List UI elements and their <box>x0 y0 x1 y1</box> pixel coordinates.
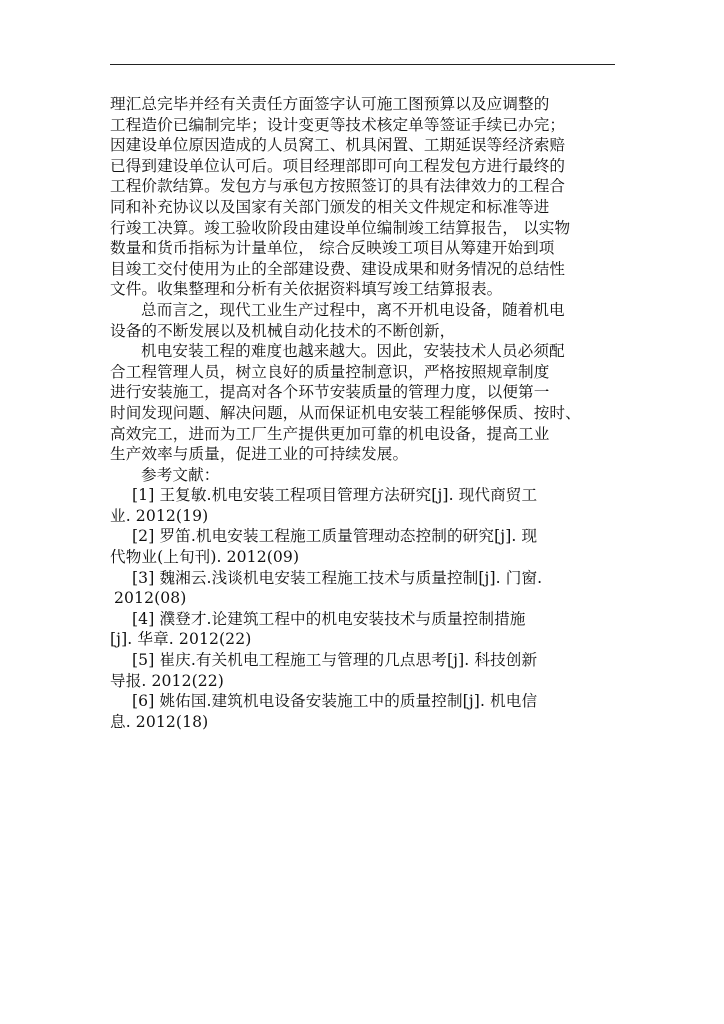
reference-item <box>110 609 618 650</box>
body-line: 生产效率与质量，促进工业的可持续发展。 <box>110 445 409 464</box>
body-line: 同和补充协议以及国家有关部门颁发的相关文件规定和标准等进 <box>110 197 550 216</box>
conclusion-paragraph <box>110 300 618 341</box>
reference-list <box>110 485 618 732</box>
reference-line: [6] 姚佑国.建筑机电设备安装施工中的质量控制[j]. 机电信 <box>132 692 538 711</box>
body-line: 机电安装工程的难度也越来越大。因此，安装技术人员必须配 <box>141 342 565 361</box>
body-line: 合工程管理人员，树立良好的质量控制意识，严格按照规章制度 <box>110 362 550 381</box>
body-line: 目竣工交付使用为止的全部建设费、建设成果和财务情况的总结性 <box>110 259 566 278</box>
settlement-paragraph <box>110 94 618 300</box>
header-rule <box>110 64 615 65</box>
reference-item <box>110 650 618 691</box>
reference-line: 2012(08) <box>114 589 187 608</box>
document-body <box>110 94 618 732</box>
reference-item <box>110 568 618 609</box>
body-line: 工程造价已编制完毕；设计变更等技术核定单等签证手续已办完； <box>110 115 566 134</box>
reference-line: [2] 罗笛.机电安装工程施工质量管理动态控制的研究[j]. 现 <box>132 527 538 546</box>
reference-item <box>110 485 618 526</box>
difficulty-paragraph <box>110 341 618 465</box>
reference-line: 代物业(上旬刊). 2012(09) <box>110 548 300 567</box>
body-line: 理汇总完毕并经有关责任方面签字认可施工图预算以及应调整的 <box>110 95 550 113</box>
body-line: 总而言之，现代工业生产过程中，离不开机电设备，随着机电 <box>141 300 565 319</box>
reference-line: [5] 崔庆.有关机电工程施工与管理的几点思考[j]. 科技创新 <box>132 651 538 670</box>
references-heading: 参考文献： <box>141 465 220 484</box>
reference-line: [1] 王复敏.机电安装工程项目管理方法研究[j]. 现代商贸工 <box>132 486 538 505</box>
reference-line: [4] 濮登才.论建筑工程中的机电安装技术与质量控制措施 <box>132 609 526 628</box>
body-line: 已得到建设单位认可后。项目经理部即可向工程发包方进行最终的 <box>110 156 566 175</box>
reference-line: 业. 2012(19) <box>110 506 209 525</box>
body-line: 高效完工，进而为工厂生产提供更加可靠的机电设备，提高工业 <box>110 424 550 443</box>
body-line: 文件。收集整理和分析有关依据资料填写竣工结算报表。 <box>110 280 503 299</box>
reference-item <box>110 691 618 732</box>
body-line: 时间发现问题、解决问题，从而保证机电安装工程能够保质、按时、 <box>110 403 581 422</box>
body-line: 行竣工决算。竣工验收阶段由建设单位编制竣工结算报告， 以实物 <box>110 218 571 237</box>
body-line: 进行安装施工，提高对各个环节安装质量的管理力度，以便第一 <box>110 383 550 402</box>
reference-line: [3] 魏湘云.浅谈机电安装工程施工技术与质量控制[j]. 门窗. <box>132 568 543 587</box>
body-line: 因建设单位原因造成的人员窝工、机具闲置、工期延误等经济索赔 <box>110 136 566 155</box>
reference-line: 导报. 2012(22) <box>110 671 224 690</box>
body-line: 工程价款结算。发包方与承包方按照签订的具有法律效力的工程合 <box>110 177 566 196</box>
reference-item <box>110 526 618 567</box>
body-line: 数量和货币指标为计量单位， 综合反映竣工项目从筹建开始到项 <box>110 239 555 258</box>
body-line: 设备的不断发展以及机械自动化技术的不断创新， <box>110 321 456 340</box>
reference-line: [j]. 华章. 2012(22) <box>110 630 252 649</box>
reference-line: 息. 2012(18) <box>110 712 209 731</box>
